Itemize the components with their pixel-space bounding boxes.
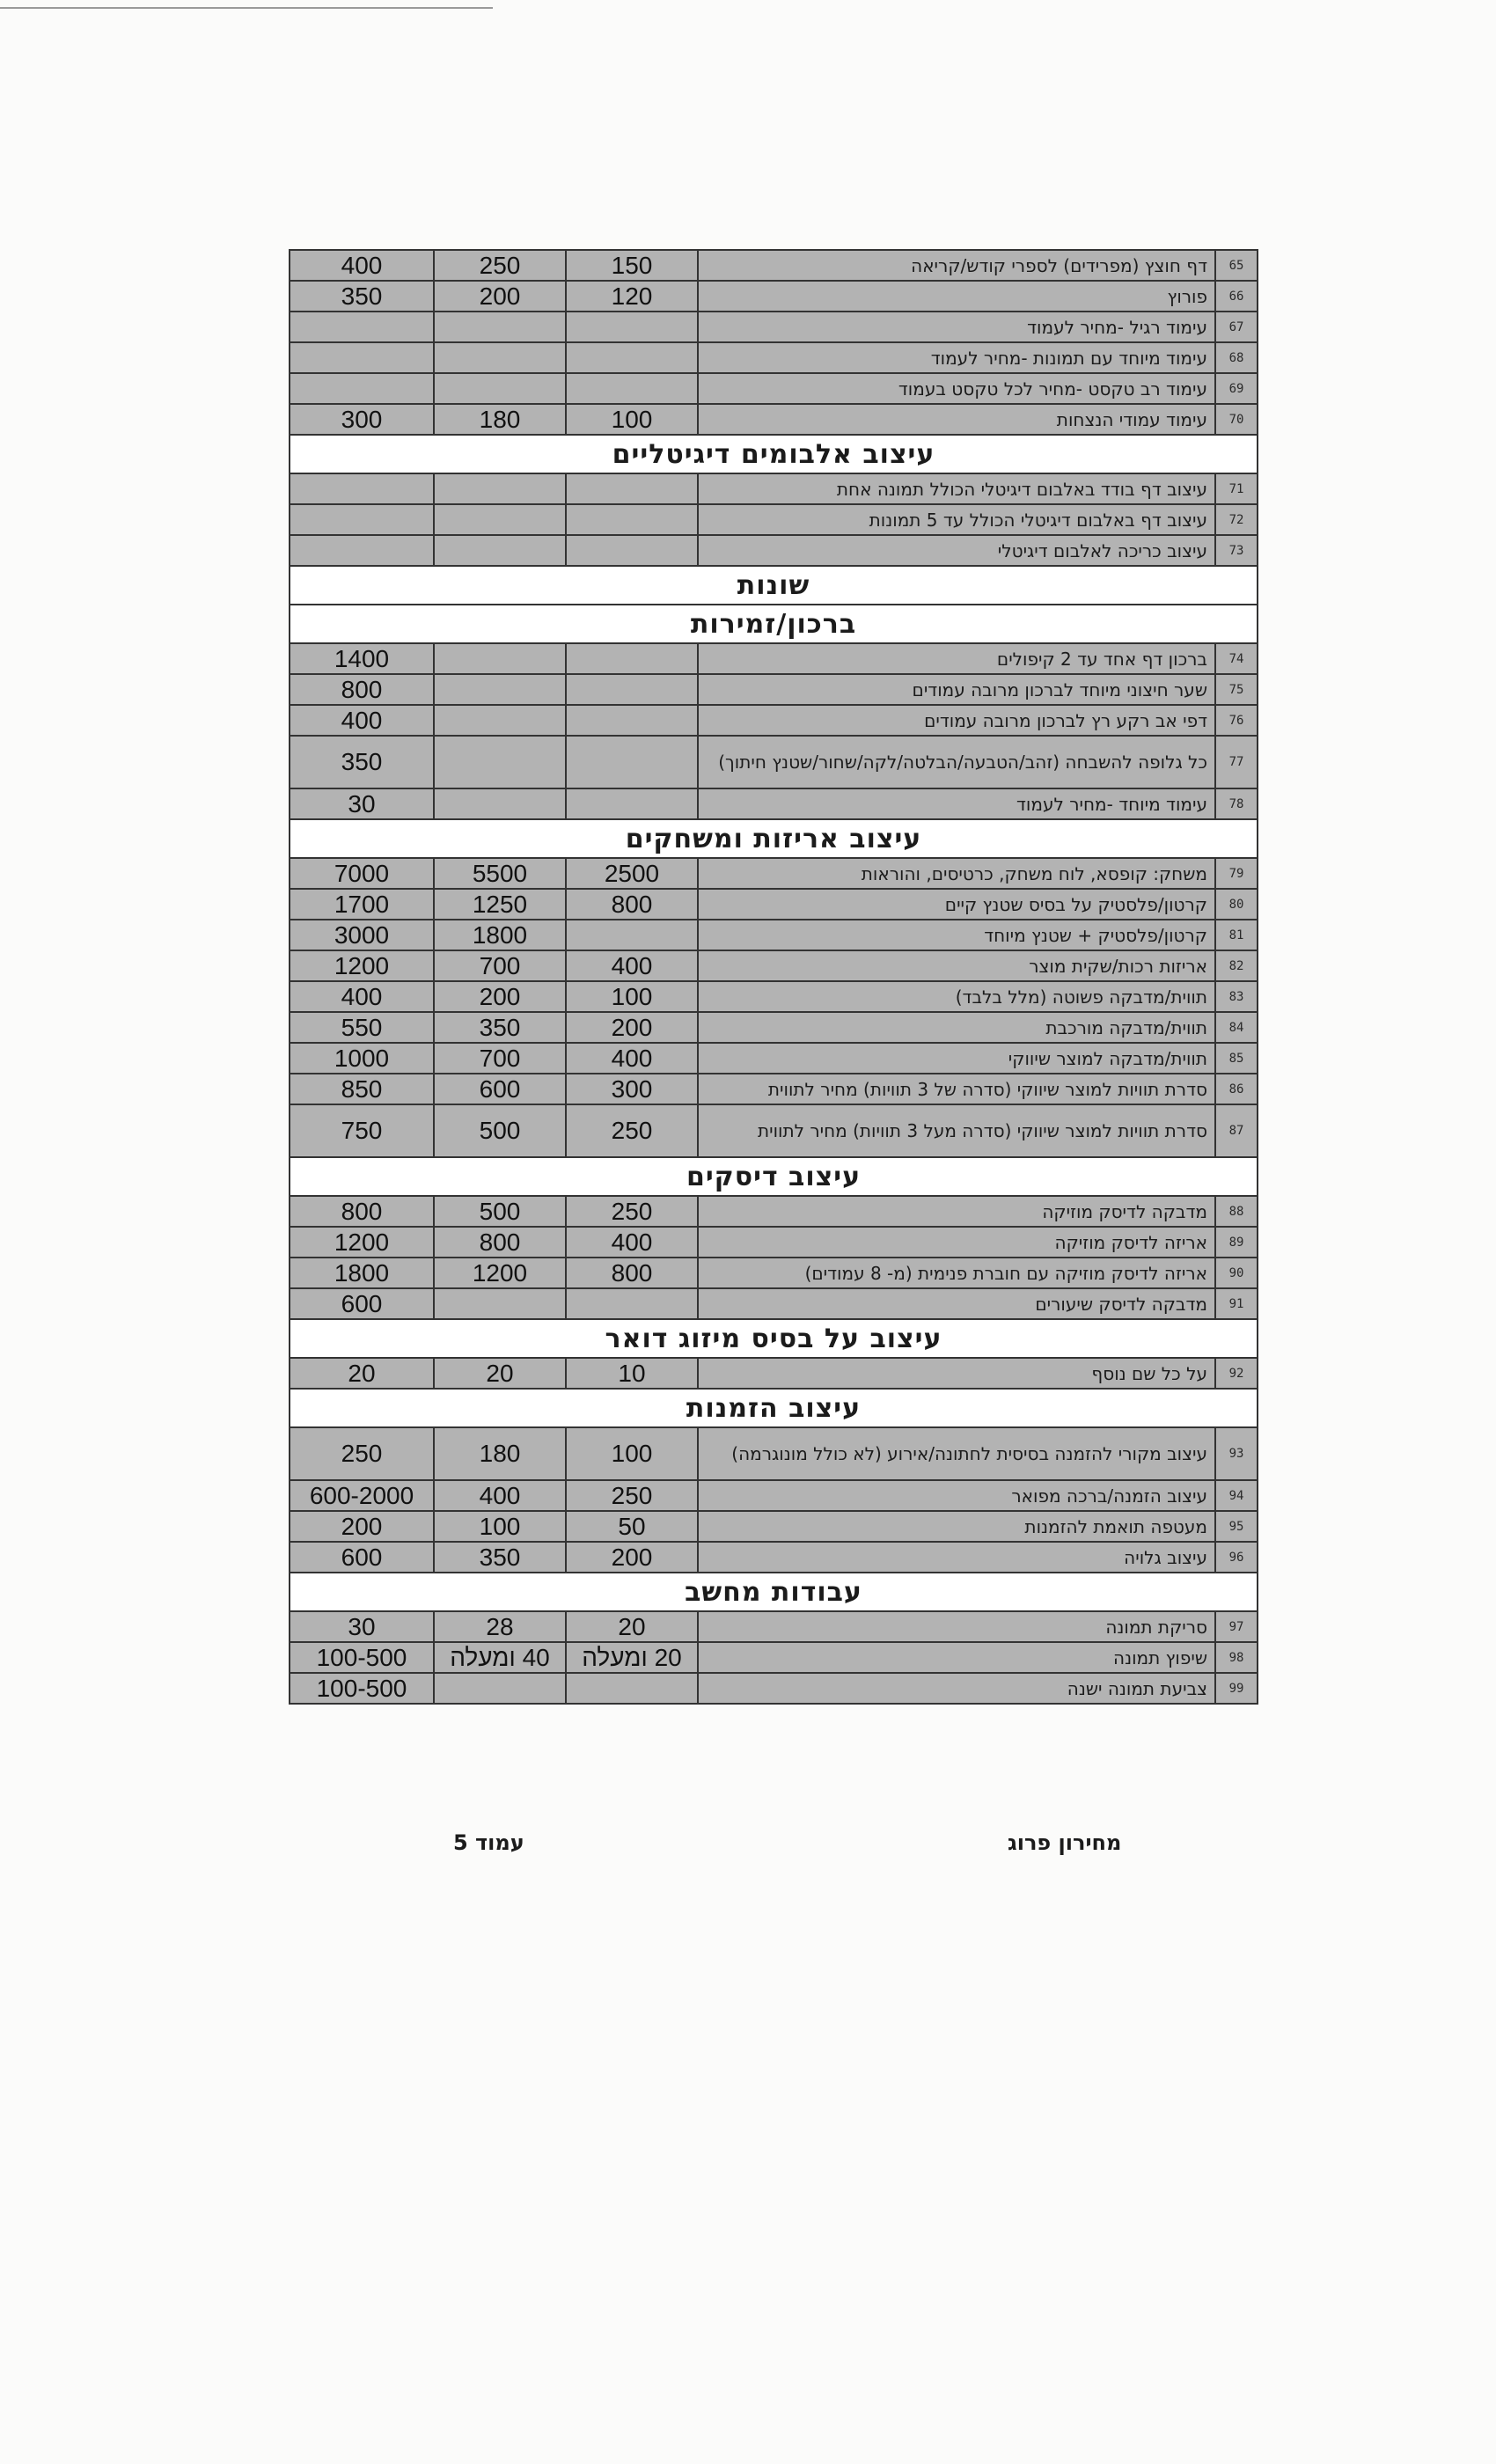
item-description: סדרת תוויות למוצר שיווקי (סדרה מעל 3 תוויות) מחיר לתווית	[698, 1104, 1215, 1157]
price-tier-1: 20 ומעלה	[566, 1642, 698, 1673]
price-tier-3: 1800	[290, 1258, 434, 1288]
price-tier-2: 200	[434, 981, 566, 1012]
price-row	[290, 1642, 1258, 1673]
section-heading-row	[290, 605, 1258, 643]
item-description: עימוד עמודי הנצחות	[698, 404, 1215, 435]
item-description: ברכון דף אחד עד 2 קיפולים	[698, 643, 1215, 674]
price-tier-3	[290, 373, 434, 404]
item-description: מעטפה תואמת להזמנות	[698, 1511, 1215, 1542]
price-tier-3: 1700	[290, 889, 434, 920]
price-tier-1: 200	[566, 1012, 698, 1043]
price-tier-3: 100-500	[290, 1642, 434, 1673]
item-description: מדבקה לדיסק שיעורים	[698, 1288, 1215, 1319]
item-number: 93	[1215, 1427, 1258, 1480]
item-number: 80	[1215, 889, 1258, 920]
price-tier-2: 1800	[434, 920, 566, 950]
item-description: על כל שם נוסף	[698, 1358, 1215, 1389]
item-description: פורוץ	[698, 281, 1215, 312]
price-tier-1: 400	[566, 950, 698, 981]
price-tier-2: 250	[434, 250, 566, 281]
price-list-table	[290, 249, 1258, 1705]
price-row	[290, 404, 1258, 435]
price-tier-1	[566, 535, 698, 566]
price-tier-3: 30	[290, 788, 434, 819]
price-row	[290, 950, 1258, 981]
price-tier-3: 400	[290, 705, 434, 736]
price-tier-1: 50	[566, 1511, 698, 1542]
price-tier-2: 28	[434, 1611, 566, 1642]
price-row	[290, 736, 1258, 788]
item-number: 68	[1215, 342, 1258, 373]
price-tier-3: 20	[290, 1358, 434, 1389]
price-tier-3: 600	[290, 1288, 434, 1319]
price-tier-3: 200	[290, 1511, 434, 1542]
price-tier-1	[566, 1288, 698, 1319]
item-number: 66	[1215, 281, 1258, 312]
price-tier-2	[434, 1288, 566, 1319]
item-number: 72	[1215, 504, 1258, 535]
item-description: תווית/מדבקה מורכבת	[698, 1012, 1215, 1043]
section-heading-row	[290, 1157, 1258, 1196]
price-row	[290, 981, 1258, 1012]
price-row	[290, 281, 1258, 312]
price-tier-1: 2500	[566, 858, 698, 889]
item-number: 87	[1215, 1104, 1258, 1157]
section-title: עיצוב אריזות ומשחקים	[290, 819, 1258, 858]
section-heading-row	[290, 566, 1258, 605]
price-tier-2: 800	[434, 1227, 566, 1258]
price-tier-3: 3000	[290, 920, 434, 950]
price-row	[290, 788, 1258, 819]
price-tier-2: 350	[434, 1012, 566, 1043]
price-tier-1	[566, 1673, 698, 1704]
price-row	[290, 1258, 1258, 1288]
price-tier-3: 250	[290, 1427, 434, 1480]
price-tier-1: 800	[566, 889, 698, 920]
price-tier-1	[566, 312, 698, 342]
price-tier-2	[434, 674, 566, 705]
item-description: דף חוצץ (מפרידים) לספרי קודש/קריאה	[698, 250, 1215, 281]
item-description: סריקת תמונה	[698, 1611, 1215, 1642]
footer-title: מחירון פרוג	[1008, 1830, 1122, 1855]
price-tier-2: 100	[434, 1511, 566, 1542]
price-row	[290, 473, 1258, 504]
price-row	[290, 1196, 1258, 1227]
item-number: 86	[1215, 1074, 1258, 1104]
price-tier-1	[566, 373, 698, 404]
price-tier-3: 800	[290, 1196, 434, 1227]
price-tier-1	[566, 705, 698, 736]
item-description: עימוד רב טקסט -מחיר לכל טקסט בעמוד	[698, 373, 1215, 404]
price-tier-1: 400	[566, 1043, 698, 1074]
item-number: 95	[1215, 1511, 1258, 1542]
price-tier-3: 1200	[290, 950, 434, 981]
price-tier-2: 5500	[434, 858, 566, 889]
section-heading-row	[290, 819, 1258, 858]
section-title: ברכון/זמירות	[290, 605, 1258, 643]
price-tier-3	[290, 504, 434, 535]
price-tier-1: 150	[566, 250, 698, 281]
item-number: 82	[1215, 950, 1258, 981]
price-row	[290, 1542, 1258, 1573]
price-tier-2: 400	[434, 1480, 566, 1511]
price-tier-1: 250	[566, 1480, 698, 1511]
price-row	[290, 889, 1258, 920]
price-tier-3: 400	[290, 981, 434, 1012]
price-row	[290, 920, 1258, 950]
price-tier-3: 300	[290, 404, 434, 435]
price-tier-1: 100	[566, 404, 698, 435]
price-row	[290, 1427, 1258, 1480]
price-row	[290, 373, 1258, 404]
price-sheet	[289, 249, 1258, 1705]
item-number: 91	[1215, 1288, 1258, 1319]
price-tier-3	[290, 535, 434, 566]
price-row	[290, 312, 1258, 342]
price-tier-1: 250	[566, 1104, 698, 1157]
price-tier-1	[566, 788, 698, 819]
section-title: שונות	[290, 566, 1258, 605]
section-heading-row	[290, 1319, 1258, 1358]
price-tier-1: 250	[566, 1196, 698, 1227]
price-row	[290, 535, 1258, 566]
item-number: 84	[1215, 1012, 1258, 1043]
price-tier-3: 600-2000	[290, 1480, 434, 1511]
price-tier-3: 100-500	[290, 1673, 434, 1704]
item-description: צביעת תמונה ישנה	[698, 1673, 1215, 1704]
item-description: עימוד מיוחד עם תמונות -מחיר לעמוד	[698, 342, 1215, 373]
price-row	[290, 674, 1258, 705]
price-tier-1	[566, 920, 698, 950]
price-tier-2: 600	[434, 1074, 566, 1104]
price-tier-2	[434, 1673, 566, 1704]
price-tier-2	[434, 535, 566, 566]
item-description: עימוד רגיל -מחיר לעמוד	[698, 312, 1215, 342]
price-row	[290, 1288, 1258, 1319]
price-tier-2: 180	[434, 404, 566, 435]
price-tier-2	[434, 788, 566, 819]
item-number: 85	[1215, 1043, 1258, 1074]
price-row	[290, 1611, 1258, 1642]
item-number: 69	[1215, 373, 1258, 404]
price-row	[290, 858, 1258, 889]
item-description: עיצוב דף בודד באלבום דיגיטלי הכולל תמונה אחת	[698, 473, 1215, 504]
price-tier-3: 400	[290, 250, 434, 281]
item-description: משחק: קופסא, לוח משחק, כרטיסים, והוראות	[698, 858, 1215, 889]
price-tier-1	[566, 736, 698, 788]
price-tier-2	[434, 736, 566, 788]
price-tier-2: 350	[434, 1542, 566, 1573]
item-number: 88	[1215, 1196, 1258, 1227]
price-row	[290, 1511, 1258, 1542]
section-title: עיצוב על בסיס מיזוג דואר	[290, 1319, 1258, 1358]
item-description: אריזה לדיסק מוזיקה	[698, 1227, 1215, 1258]
item-number: 74	[1215, 643, 1258, 674]
scan-artifact-line	[0, 7, 493, 9]
item-description: עיצוב הזמנה/ברכה מפואר	[698, 1480, 1215, 1511]
item-description: שיפוץ תמונה	[698, 1642, 1215, 1673]
item-description: דפי אב רקע רץ לברכון מרובה עמודים	[698, 705, 1215, 736]
price-tier-3: 350	[290, 281, 434, 312]
price-tier-3: 30	[290, 1611, 434, 1642]
item-number: 67	[1215, 312, 1258, 342]
footer-page-number: עמוד 5	[453, 1830, 524, 1855]
price-tier-1	[566, 674, 698, 705]
price-tier-2: 1200	[434, 1258, 566, 1288]
price-tier-2	[434, 312, 566, 342]
price-row	[290, 1012, 1258, 1043]
price-tier-2: 500	[434, 1104, 566, 1157]
price-tier-2: 1250	[434, 889, 566, 920]
section-title: עבודות מחשב	[290, 1573, 1258, 1611]
price-tier-2: 40 ומעלה	[434, 1642, 566, 1673]
item-description: תווית/מדבקה למוצר שיווקי	[698, 1043, 1215, 1074]
price-row	[290, 1480, 1258, 1511]
price-row	[290, 342, 1258, 373]
price-tier-3: 850	[290, 1074, 434, 1104]
price-tier-3	[290, 473, 434, 504]
price-tier-3: 1000	[290, 1043, 434, 1074]
price-tier-3: 7000	[290, 858, 434, 889]
price-tier-3	[290, 312, 434, 342]
price-tier-2: 20	[434, 1358, 566, 1389]
item-description: תווית/מדבקה פשוטה (מלל בלבד)	[698, 981, 1215, 1012]
price-sheet-body	[290, 250, 1258, 1704]
price-row	[290, 250, 1258, 281]
item-number: 81	[1215, 920, 1258, 950]
price-tier-3: 600	[290, 1542, 434, 1573]
item-description: עיצוב דף באלבום דיגיטלי הכולל עד 5 תמונות	[698, 504, 1215, 535]
item-number: 70	[1215, 404, 1258, 435]
price-tier-1: 300	[566, 1074, 698, 1104]
item-description: סדרת תוויות למוצר שיווקי (סדרה של 3 תוויות) מחיר לתווית	[698, 1074, 1215, 1104]
price-tier-2: 500	[434, 1196, 566, 1227]
item-description: עיצוב מקורי להזמנה בסיסית לחתונה/אירוע (לא כולל מונוגרמה)	[698, 1427, 1215, 1480]
item-description: עיצוב כריכה לאלבום דיגיטלי	[698, 535, 1215, 566]
price-tier-2: 700	[434, 950, 566, 981]
price-tier-3: 800	[290, 674, 434, 705]
item-number: 76	[1215, 705, 1258, 736]
price-tier-2: 200	[434, 281, 566, 312]
price-row	[290, 1358, 1258, 1389]
price-tier-2	[434, 373, 566, 404]
price-tier-1	[566, 342, 698, 373]
price-tier-2	[434, 643, 566, 674]
item-number: 77	[1215, 736, 1258, 788]
item-description: אריזות רכות/שקית מוצר	[698, 950, 1215, 981]
price-row	[290, 1074, 1258, 1104]
price-tier-1: 120	[566, 281, 698, 312]
price-tier-3: 550	[290, 1012, 434, 1043]
price-tier-1: 200	[566, 1542, 698, 1573]
price-tier-2	[434, 473, 566, 504]
item-description: כל גלופה להשבחה (זהב/הטבעה/הבלטה/לקה/שחור/שטנץ חיתוך)	[698, 736, 1215, 788]
price-tier-3	[290, 342, 434, 373]
price-row	[290, 1227, 1258, 1258]
item-description: קרטון/פלסטיק על בסיס שטנץ קיים	[698, 889, 1215, 920]
section-title: עיצוב אלבומים דיגיטליים	[290, 435, 1258, 473]
section-heading-row	[290, 435, 1258, 473]
price-row	[290, 1673, 1258, 1704]
price-row	[290, 1043, 1258, 1074]
price-tier-3: 350	[290, 736, 434, 788]
item-number: 78	[1215, 788, 1258, 819]
item-number: 94	[1215, 1480, 1258, 1511]
item-number: 73	[1215, 535, 1258, 566]
price-tier-2	[434, 504, 566, 535]
section-heading-row	[290, 1389, 1258, 1427]
item-number: 89	[1215, 1227, 1258, 1258]
price-tier-3: 1200	[290, 1227, 434, 1258]
price-row	[290, 1104, 1258, 1157]
price-tier-1: 400	[566, 1227, 698, 1258]
price-tier-2: 700	[434, 1043, 566, 1074]
item-number: 71	[1215, 473, 1258, 504]
price-tier-1: 100	[566, 1427, 698, 1480]
item-description: קרטון/פלסטיק + שטנץ מיוחד	[698, 920, 1215, 950]
price-tier-1	[566, 643, 698, 674]
item-description: אריזה לדיסק מוזיקה עם חוברת פנימית (מ- 8 עמודים)	[698, 1258, 1215, 1288]
section-title: עיצוב הזמנות	[290, 1389, 1258, 1427]
item-description: עימוד מיוחד -מחיר לעמוד	[698, 788, 1215, 819]
item-description: מדבקה לדיסק מוזיקה	[698, 1196, 1215, 1227]
item-number: 96	[1215, 1542, 1258, 1573]
item-description: שער חיצוני מיוחד לברכון מרובה עמודים	[698, 674, 1215, 705]
item-description: עיצוב גלויה	[698, 1542, 1215, 1573]
price-tier-1: 800	[566, 1258, 698, 1288]
price-tier-3: 1400	[290, 643, 434, 674]
price-tier-1	[566, 473, 698, 504]
price-row	[290, 504, 1258, 535]
item-number: 75	[1215, 674, 1258, 705]
section-heading-row	[290, 1573, 1258, 1611]
item-number: 83	[1215, 981, 1258, 1012]
item-number: 90	[1215, 1258, 1258, 1288]
price-row	[290, 643, 1258, 674]
item-number: 99	[1215, 1673, 1258, 1704]
item-number: 98	[1215, 1642, 1258, 1673]
price-tier-1: 10	[566, 1358, 698, 1389]
price-tier-1	[566, 504, 698, 535]
price-tier-3: 750	[290, 1104, 434, 1157]
item-number: 92	[1215, 1358, 1258, 1389]
price-tier-2	[434, 342, 566, 373]
item-number: 65	[1215, 250, 1258, 281]
section-title: עיצוב דיסקים	[290, 1157, 1258, 1196]
price-tier-2	[434, 705, 566, 736]
item-number: 97	[1215, 1611, 1258, 1642]
item-number: 79	[1215, 858, 1258, 889]
price-tier-1: 100	[566, 981, 698, 1012]
price-row	[290, 705, 1258, 736]
price-tier-2: 180	[434, 1427, 566, 1480]
price-tier-1: 20	[566, 1611, 698, 1642]
